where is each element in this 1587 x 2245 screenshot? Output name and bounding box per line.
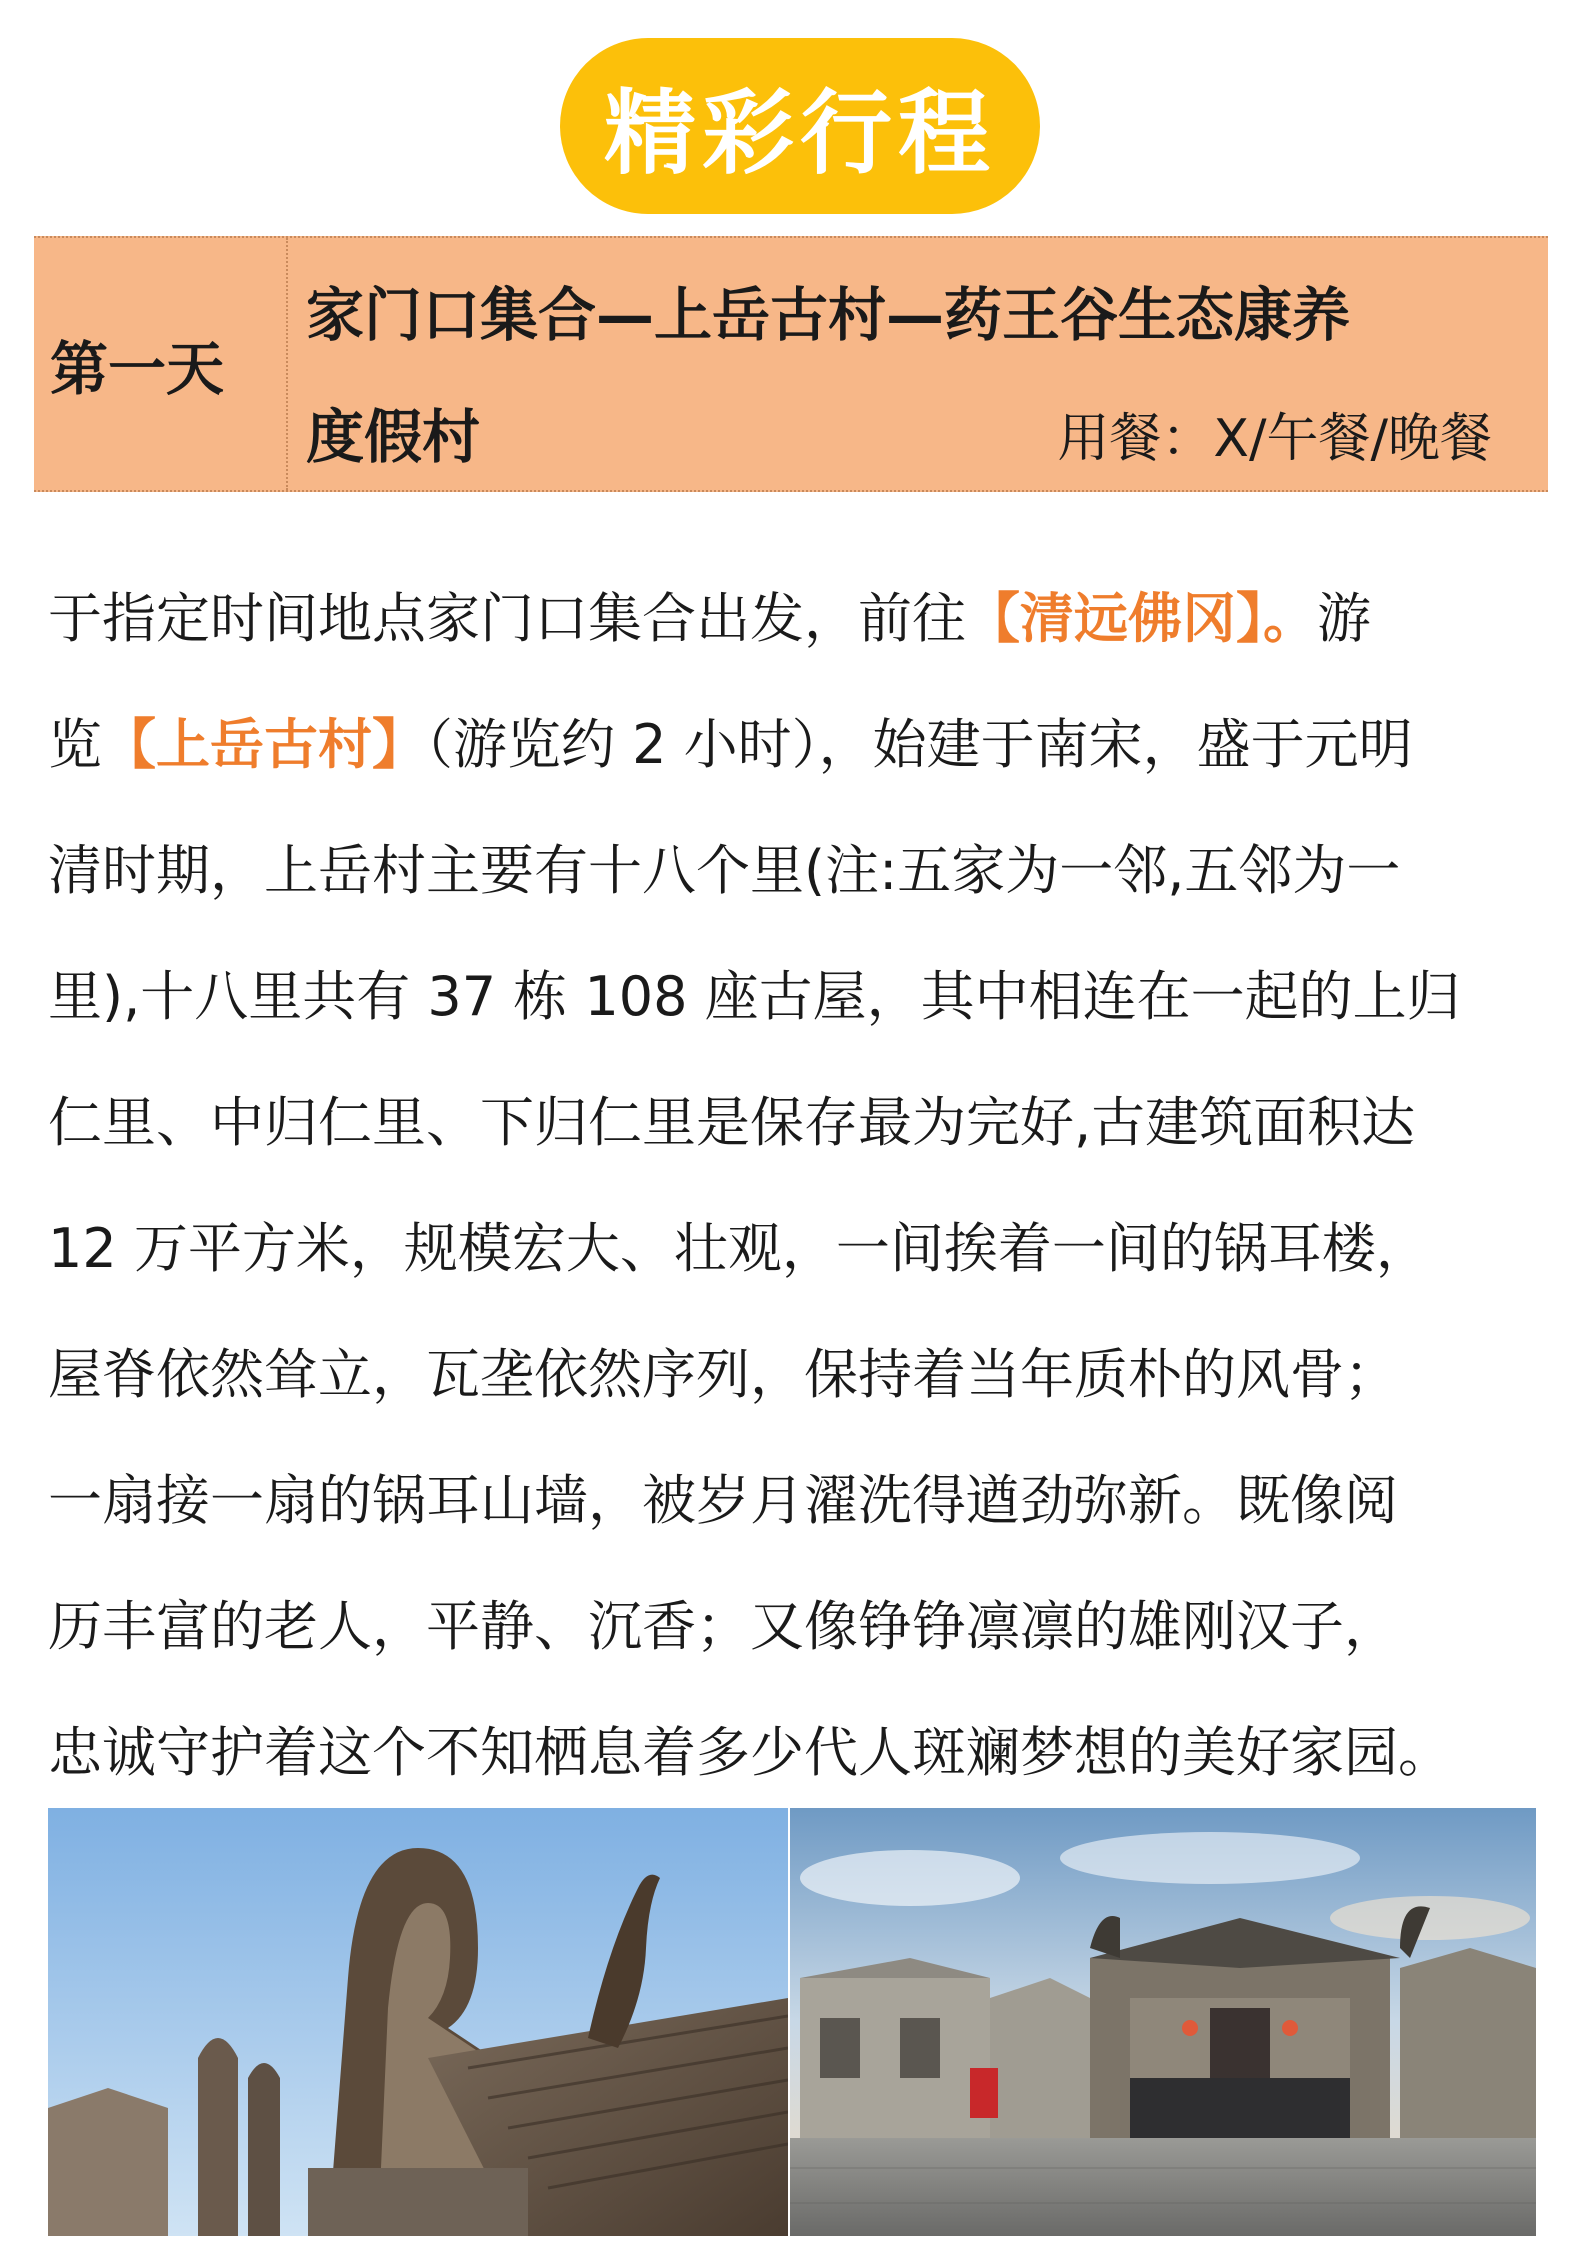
description-line: 仁里、中归仁里、下归仁里是保存最为完好,古建筑面积达 bbox=[48, 1091, 1416, 1154]
text-segment: 于指定时间地点家门口集合出发，前往 bbox=[48, 587, 966, 650]
description-line: 里),十八里共有 37 栋 108 座古屋，其中相连在一起的上归 bbox=[48, 965, 1461, 1028]
description-line bbox=[48, 682, 1558, 808]
description-line: 清时期，上岳村主要有十八个里(注:五家为一邻,五邻为一 bbox=[48, 839, 1401, 902]
description-line: 忠诚守护着这个不知栖息着多少代人斑斓梦想的美好家园。 bbox=[48, 1721, 1452, 1784]
route-title-line1: 家门口集合—上岳古村—药王谷生态康养 bbox=[306, 281, 1351, 349]
text-segment: 览 bbox=[48, 713, 102, 776]
highlight-attraction: 【上岳古村】 bbox=[102, 713, 426, 776]
meals-info: 用餐：X/午餐/晚餐 bbox=[1057, 409, 1492, 469]
photo-gable-roof bbox=[48, 1808, 788, 2236]
day-label-cell bbox=[34, 238, 288, 490]
highlight-destination: 【清远佛冈】。 bbox=[966, 587, 1317, 650]
title-banner bbox=[560, 38, 1040, 214]
text-segment: 游 bbox=[1317, 587, 1371, 650]
description-line: 屋脊依然耸立，瓦垄依然序列，保持着当年质朴的风骨； bbox=[48, 1343, 1398, 1406]
description-line: 历丰富的老人，平静、沉香；又像铮铮凛凛的雄刚汉子， bbox=[48, 1595, 1398, 1658]
description-line bbox=[48, 556, 1558, 682]
description-line: 12 万平方米，规模宏大、壮观，一间挨着一间的锅耳楼， bbox=[48, 1217, 1430, 1280]
text-segment: （游览约 2 小时），始建于南宋，盛于元明 bbox=[426, 713, 1413, 776]
itinerary-day-table bbox=[34, 236, 1548, 492]
description-line: 一扇接一扇的锅耳山墙，被岁月濯洗得遒劲弥新。既像阅 bbox=[48, 1469, 1398, 1532]
itinerary-description bbox=[48, 556, 1558, 1816]
page-title: 精彩行程 bbox=[603, 79, 996, 187]
route-title-line2: 度假村 bbox=[306, 403, 481, 471]
day-label: 第一天 bbox=[50, 335, 225, 403]
photo-village-hall bbox=[790, 1808, 1536, 2236]
